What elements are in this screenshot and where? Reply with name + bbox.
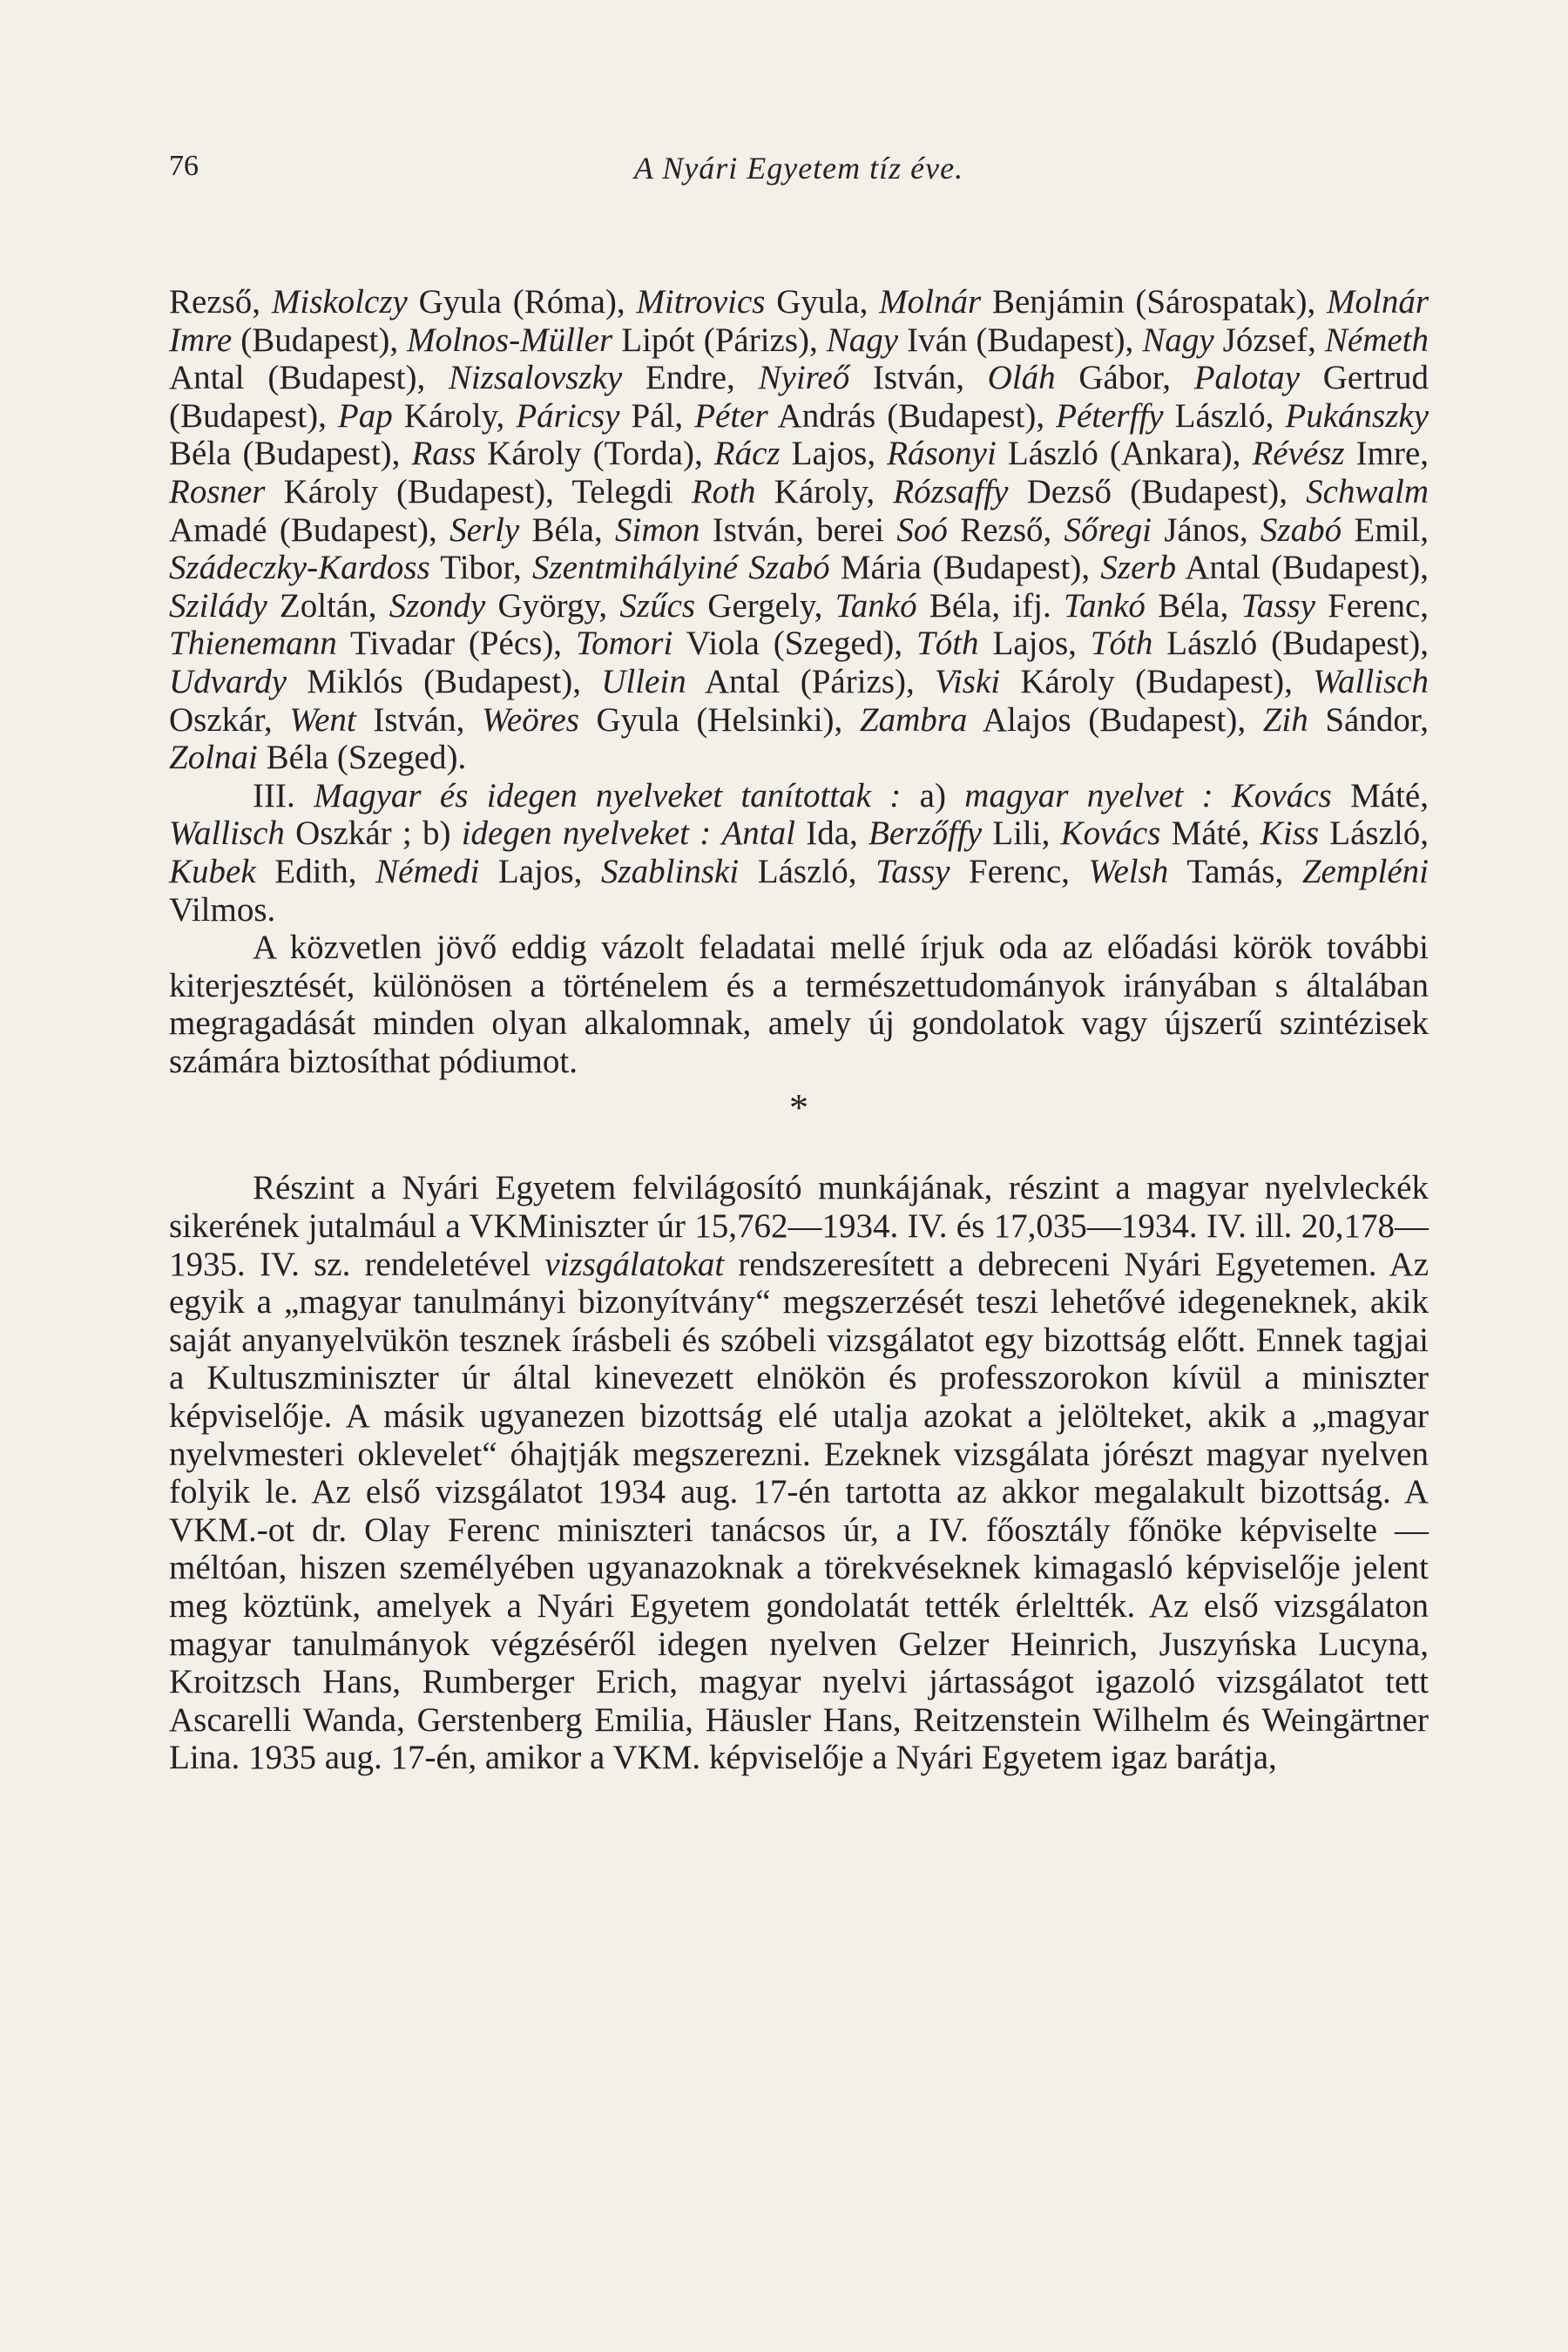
text-run: Máté, (1160, 814, 1260, 853)
italic-name: Molnos-Müller (407, 321, 613, 359)
italic-name: Soó (896, 510, 948, 549)
italic-name: Oláh (987, 359, 1056, 397)
text-run: Iván (Budapest), (898, 321, 1143, 359)
italic-name: Szablinski (600, 852, 740, 890)
text-run: Ferenc, (1315, 586, 1429, 625)
text-run: rendszeresített a debreceni Nyári Egyetemen. Az egyik a „magyar tanulmányi bizonyítvány“ megszerzését teszi lehetővé idegeneknek, akik saját anyanyelvükön tesznek írásbeli és szóbeli vizsgálatot egy bizottság előtt. Ennek tagjai a Kultuszminiszter úr által kinevezett elnökön és professzorokon kívül a miniszter képviselője. A másik ugyanezen bizottság elé utalja azokat a jelölteket, akik a „magyar nyelvmesteri oklevelet“ óhajtják megszerezni. Ezeknek vizsgálata jórészt magyar nyelven folyik le. Az első vizsgálatot 1934 aug. 17-én tartotta az akkor megalakult bizottság. A VKM.-ot dr. Olay Ferenc miniszteri tanácsos úr, a IV. főosztály főnöke képviselte — méltóan, hiszen személyében ugyanazoknak a törekvéseknek kimagasló képviselője jelent meg köztünk, amelyek a Nyári Egyetem gondolatát tették érleltték. Az első vizsgálaton magyar tanulmányok végzéséről idegen nyelven Gelzer Heinrich, Juszyńska Lucyna, Kroitzsch Hans, Rumberger Erich, magyar nyelvi jártasságot igazoló vizsgálatot tett Ascarelli Wanda, Gerstenberg Emilia, Häusler Hans, Reitzenstein Wilhelm és Weingärtner Lina. 1935 aug. 17-én, amikor a VKM. képviselője a Nyári Egyetem igaz barátja, (169, 1245, 1429, 1777)
text-run: Viola (Szeged), (672, 625, 917, 663)
italic-name: Rózsaffy (893, 472, 1009, 510)
text-run: László, (739, 852, 876, 890)
italic-name: Antal (721, 814, 795, 853)
italic-name: Molnár (879, 283, 982, 321)
name-list-paragraph (169, 283, 1429, 777)
running-title: A Nyári Egyetem tíz éve. (633, 151, 964, 186)
text-run: Emil, (1342, 510, 1429, 549)
italic-name: Révész (1252, 435, 1345, 473)
text-run: István, (355, 700, 482, 739)
text-run: Részint a Nyári Egyetem felvilágosító munkájának, részint a magyar nyelvleckék sikerének jutalmául a VKMiniszter úr 15,762—1934. IV. és 17,035—1934. IV. ill. 20,178—1935. IV. sz. rendeletével (169, 1169, 1429, 1283)
text-run: János, (1151, 510, 1260, 549)
text-run: (Budapest), (232, 321, 408, 359)
text-run: Lajos, (479, 852, 601, 890)
text-run: Vilmos. (169, 890, 276, 929)
italic-name: Palotay (1193, 359, 1301, 397)
italic-name: Szerb (1100, 549, 1177, 587)
text-run: Rezső, (947, 510, 1064, 549)
italic-name: Nagy (1142, 321, 1214, 359)
italic-name: Szűcs (619, 586, 696, 625)
italic-name: Páricsy (516, 396, 620, 435)
italic-name: Wallisch (169, 814, 285, 853)
italic-name: Tóth (1090, 625, 1153, 663)
italic-name: Tóth (916, 625, 979, 663)
text-run: Antal (Párizs), (686, 662, 936, 700)
text-run: Antal (Budapest), (1176, 549, 1429, 587)
text-run: Gergely, (695, 586, 835, 625)
text-run: Lili, (982, 814, 1061, 853)
text-run: Béla, ifj. (916, 586, 1064, 625)
text-run: Béla (Szeged). (257, 739, 467, 777)
italic-name: Nizsalovszky (448, 359, 623, 397)
text-run: István, berei (700, 510, 897, 549)
italic-name: Pukánszky (1285, 396, 1429, 435)
italic-name: Zih (1262, 700, 1308, 739)
text-run: Károly (Budapest), Telegdi (265, 472, 692, 510)
italic-name: Miskolczy (271, 283, 408, 321)
italic-name: Szádeczky-Kardoss (169, 549, 430, 587)
italic-name: Mitrovics (636, 283, 766, 321)
text-run: Oszkár ; b) (284, 814, 462, 853)
page-header (169, 150, 1429, 202)
examinations-paragraph (169, 1169, 1429, 1777)
text-run: III. (253, 776, 314, 814)
italic-name: Serly (449, 510, 520, 549)
italic-name: Weöres (482, 700, 579, 739)
italic-name: Rácz (713, 435, 781, 473)
italic-name: vizsgálatokat (544, 1245, 725, 1283)
italic-name: Kovács (1060, 814, 1161, 853)
text-run: Lipót (Párizs), (612, 321, 827, 359)
text-run: Sándor, (1308, 700, 1429, 739)
text-run: Tamás, (1168, 852, 1302, 890)
italic-name: Péterffy (1056, 396, 1164, 435)
text-run: Oszkár, (169, 700, 290, 739)
text-run: Károly (Torda), (476, 435, 714, 473)
italic-name: Kubek (169, 852, 256, 890)
text-run: László (Budapest), (1152, 625, 1429, 663)
text-run: Károly (Budapest), (1000, 662, 1314, 700)
italic-name: Szabó (1260, 510, 1342, 549)
italic-name: Zempléni (1301, 852, 1429, 890)
text-run: József, (1213, 321, 1325, 359)
italic-name: Zolnai (169, 739, 258, 777)
text-run: Benjámin (Sárospatak), (981, 283, 1328, 321)
text-run (1213, 777, 1232, 814)
italic-name: Sőregi (1064, 510, 1152, 549)
text-run: Dezső (Budapest), (1008, 472, 1307, 510)
italic-name: Magyar és idegen nyelveket tanítottak : (314, 776, 902, 814)
text-run: Béla, (519, 510, 616, 549)
text-run: Ida, (794, 814, 869, 853)
italic-name: Schwalm (1306, 472, 1429, 510)
text-run: Antal (Budapest), (169, 359, 449, 397)
italic-name: Rosner (169, 472, 266, 510)
italic-name: Wallisch (1313, 662, 1429, 700)
text-run: László (Ankara), (996, 435, 1253, 473)
text-run: Gyula (Helsinki), (578, 700, 860, 739)
text-run: László, (1319, 814, 1429, 853)
italic-name: Ullein (601, 662, 686, 700)
italic-name: Simon (615, 510, 700, 549)
italic-name: Thienemann (169, 625, 337, 663)
text-run: Edith, (255, 852, 376, 890)
italic-name: Berzőffy (868, 814, 982, 853)
italic-name: Péter (694, 396, 768, 435)
future-plans-paragraph (169, 929, 1429, 1080)
text-run: István, (849, 359, 988, 397)
text-run: Károly, (755, 472, 894, 510)
text-run: Ferenc, (950, 852, 1089, 890)
italic-name: Kiss (1260, 814, 1320, 853)
italic-name: Szondy (389, 586, 486, 625)
italic-name: Szentmihályiné Szabó (532, 549, 830, 587)
italic-name: Nagy (826, 321, 899, 359)
text-run: Alajos (Budapest), (967, 700, 1263, 739)
text-run (711, 814, 721, 852)
text-run: Béla, (1145, 586, 1241, 625)
italic-name: Rásonyi (887, 435, 997, 473)
italic-name: Zambra (859, 700, 968, 739)
text-run: Endre, (622, 359, 759, 397)
italic-name: Nyireő (758, 359, 850, 397)
italic-name: Tomori (576, 625, 673, 663)
text-run: Gyula, (765, 283, 880, 321)
text-run: Lajos, (780, 435, 888, 473)
text-run: Béla (Budapest), (169, 435, 412, 473)
text-run: András (Budapest), (767, 396, 1057, 435)
text-run: A közvetlen jövő eddig vázolt feladatai mellé írjuk oda az előadási körök további kiterjesztését, különösen a történelem és a természettudományok irányában s általában megragadását minden olyan alkalomnak, amely új gondolatok vagy újszerű szintézisek számára biztosíthat pódiumot. (169, 929, 1429, 1080)
italic-name: Welsh (1088, 852, 1169, 890)
italic-name: Németh (1324, 321, 1429, 359)
text-run: Mária (Budapest), (829, 549, 1101, 587)
italic-name: Roth (691, 472, 756, 510)
text-run: Tivadar (Pécs), (336, 625, 576, 663)
section-separator: * (789, 1086, 808, 1130)
italic-name: Némedi (375, 852, 480, 890)
text-run: Gertrud (Budapest), (169, 359, 1429, 435)
italic-name: Szilády (169, 586, 267, 625)
italic-name: Rass (411, 435, 476, 473)
italic-name: idegen nyelveket : (461, 814, 712, 853)
text-run: Amadé (Budapest), (169, 510, 450, 549)
language-teachers-paragraph (169, 777, 1429, 929)
text-run: Máté, (1331, 776, 1429, 814)
italic-name: Tankó (1063, 586, 1146, 625)
italic-name: Pap (337, 396, 393, 435)
text-run: Gyula (Róma), (407, 283, 637, 321)
italic-name: Tassy (1240, 586, 1315, 625)
text-run: Tibor, (429, 549, 532, 587)
italic-name: Udvardy (169, 662, 287, 700)
text-run: Gábor, (1055, 359, 1194, 397)
text-run: Imre, (1344, 435, 1429, 473)
body-text (169, 283, 1429, 1777)
italic-name: Tassy (875, 852, 950, 890)
text-run: Pál, (619, 396, 695, 435)
italic-name: Molnár Imre (169, 283, 1429, 359)
text-run: László, (1163, 396, 1286, 435)
text-run: Miklós (Budapest), (287, 662, 602, 700)
italic-name: Went (289, 700, 356, 739)
text-run: Rezső, (169, 283, 272, 321)
text-run: Zoltán, (267, 586, 389, 625)
text-run: Lajos, (978, 625, 1091, 663)
text-run: a) (901, 776, 965, 814)
italic-name: Viski (935, 662, 1001, 700)
text-run: Károly, (392, 396, 517, 435)
page-number: 76 (169, 150, 199, 182)
italic-name: Tankó (835, 586, 917, 625)
text-run: György, (485, 586, 620, 625)
italic-name: magyar nyelvet : (964, 776, 1213, 814)
italic-name: Kovács (1231, 776, 1332, 814)
